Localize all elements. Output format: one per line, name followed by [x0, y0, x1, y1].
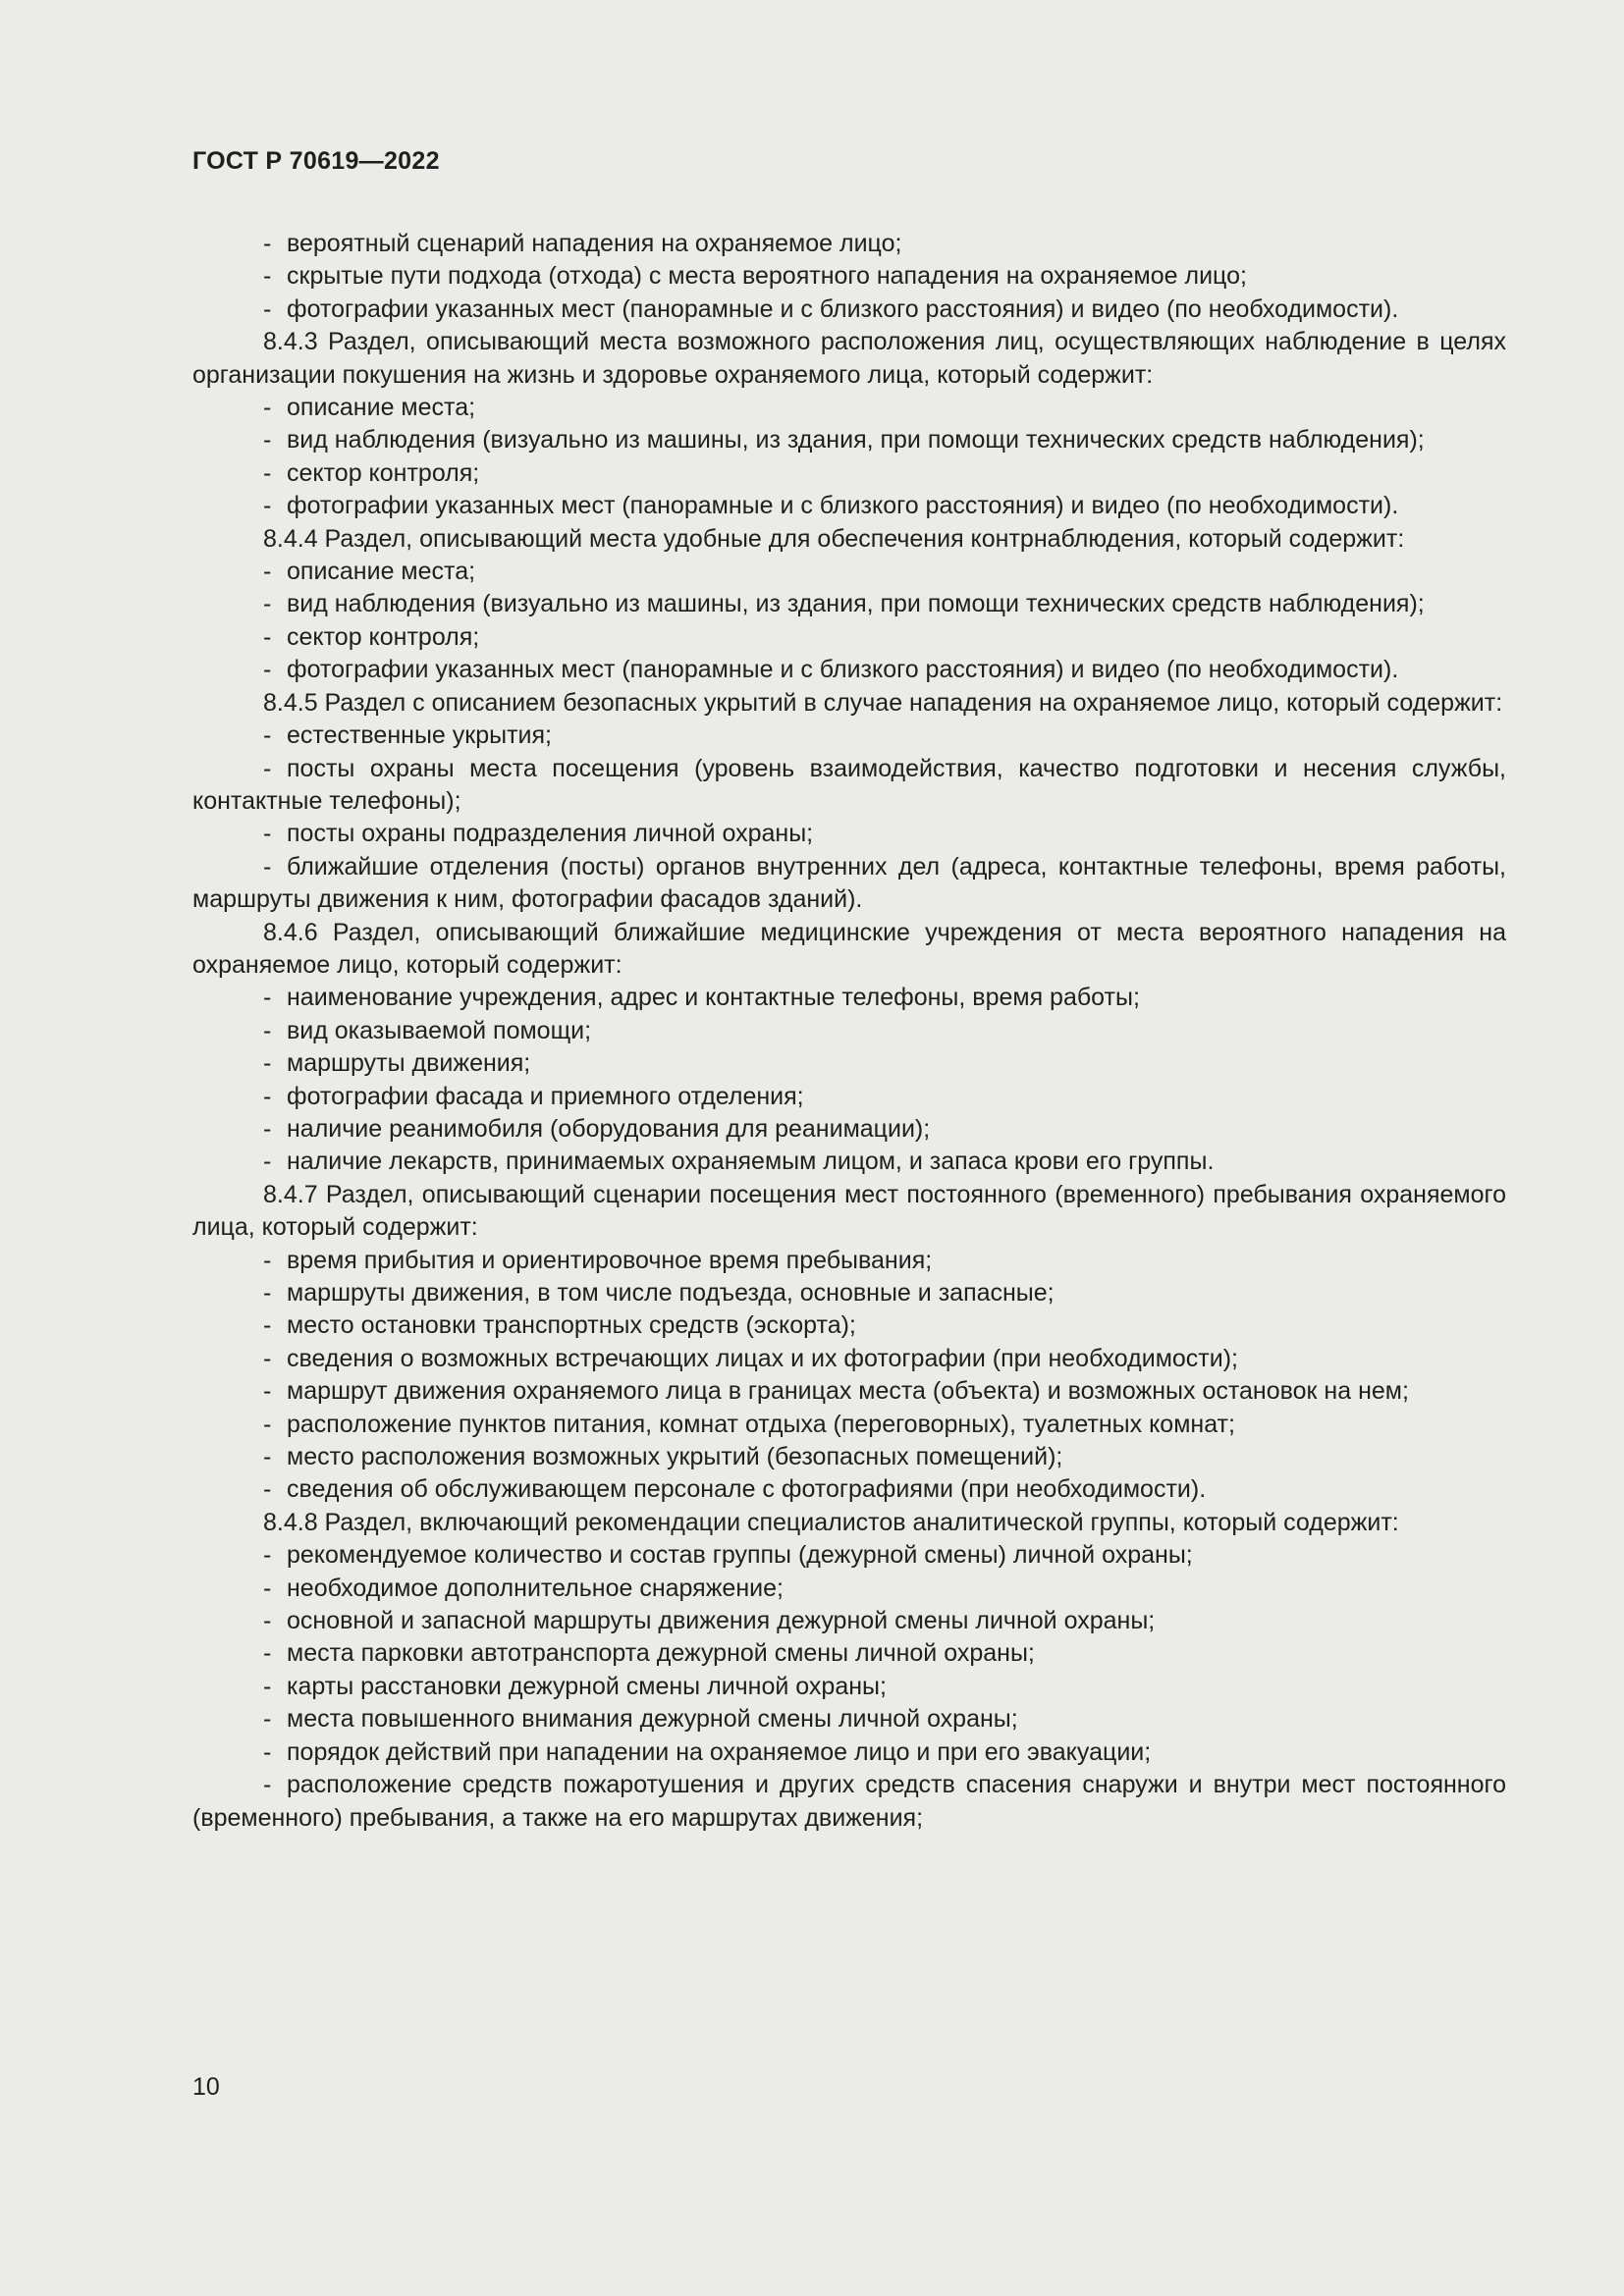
list-item — [192, 1605, 1506, 1637]
list-item — [192, 1441, 1506, 1473]
list-item-text: рекомендуемое количество и состав группы (дежурной смены) личной охраны; — [287, 1541, 1193, 1570]
list-item — [192, 490, 1506, 522]
dash-bullet: - — [263, 1410, 272, 1438]
dash-bullet: - — [263, 394, 272, 422]
dash-bullet: - — [263, 590, 272, 618]
list-item-text: карты расстановки дежурной смены личной охраны; — [287, 1672, 887, 1700]
list-item — [192, 982, 1506, 1014]
dash-bullet: - — [263, 754, 272, 782]
list-item-text: маршруты движения; — [287, 1049, 531, 1078]
list-item-text: ближайшие отделения (посты) органов внутренних дел (адреса, контактные телефоны, время работы, маршруты движения к ним, фотографии фасадов зданий). — [192, 852, 1506, 914]
section-paragraph: 8.4.8 Раздел, включающий рекомендации специалистов аналитической группы, который содержит: — [263, 1508, 1399, 1536]
list-item-text: вид наблюдения (визуально из машины, из здания, при помощи технических средств наблюдения); — [287, 426, 1425, 454]
list-item-text: маршрут движения охраняемого лица в границах места (объекта) и возможных остановок на нем; — [287, 1377, 1409, 1406]
list-item — [192, 1473, 1506, 1506]
dash-bullet: - — [263, 426, 272, 454]
list-item-text: вид наблюдения (визуально из машины, из здания, при помощи технических средств наблюдения); — [287, 590, 1425, 618]
list-item — [192, 1736, 1506, 1769]
dash-bullet: - — [263, 1541, 272, 1570]
dash-bullet: - — [263, 1771, 272, 1799]
list-item-text: посты охраны подразделения личной охраны; — [287, 820, 814, 848]
list-item-text: вероятный сценарий нападения на охраняемое лицо; — [287, 230, 902, 257]
dash-bullet: - — [263, 820, 272, 848]
list-item — [192, 1015, 1506, 1047]
dash-bullet: - — [263, 622, 272, 651]
dash-bullet: - — [263, 1639, 272, 1668]
page-number: 10 — [192, 2073, 220, 2101]
list-item-text: сектор контроля; — [287, 458, 480, 487]
list-item-text: расположение средств пожаротушения и других средств спасения снаружи и внутри мест постоянного (временного) пребывания, а также на его маршрутах движения; — [192, 1771, 1506, 1832]
list-item-text: описание места; — [287, 394, 476, 422]
list-item-text: сведения об обслуживающем персонале с фотографиями (при необходимости). — [287, 1475, 1207, 1504]
list-item-text: сведения о возможных встречающих лицах и их фотографии (при необходимости); — [287, 1344, 1238, 1372]
list-item — [192, 1113, 1506, 1146]
dash-bullet: - — [263, 852, 272, 881]
dash-bullet: - — [263, 1475, 272, 1504]
list-item-text: места повышенного внимания дежурной смены личной охраны; — [287, 1705, 1018, 1734]
dash-bullet: - — [263, 294, 272, 323]
list-item-text: порядок действий при нападении на охраняемое лицо и при его эвакуации; — [287, 1737, 1152, 1766]
section-paragraph: 8.4.7 Раздел, описывающий сценарии посещения мест постоянного (временного) пребывания охраняемого лица, который содержит: — [192, 1180, 1506, 1242]
list-item — [192, 260, 1506, 293]
document-body — [192, 228, 1506, 1835]
list-item — [192, 818, 1506, 850]
list-item — [192, 1343, 1506, 1375]
list-item-text: посты охраны места посещения (уровень взаимодействия, качество подготовки и несения службы, контактные телефоны); — [192, 754, 1506, 815]
list-item — [192, 1375, 1506, 1408]
section-paragraph: 8.4.5 Раздел с описанием безопасных укрытий в случае нападения на охраняемое лицо, который содержит: — [263, 688, 1503, 717]
list-item — [192, 1309, 1506, 1342]
dash-bullet: - — [263, 1672, 272, 1700]
list-item-text: необходимое дополнительное снаряжение; — [287, 1574, 784, 1602]
list-item-text: наличие реанимобиля (оборудования для реанимации); — [287, 1114, 931, 1143]
dash-bullet: - — [263, 1148, 272, 1176]
list-item — [192, 424, 1506, 456]
list-item — [192, 1539, 1506, 1572]
list-item — [192, 1409, 1506, 1441]
list-item-text: маршруты движения, в том числе подъезда, основные и запасные; — [287, 1279, 1055, 1307]
section-paragraph: 8.4.3 Раздел, описывающий места возможного расположения лиц, осуществляющих наблюдение в целях организации покушения на жизнь и здоровье охраняемого лица, который содержит: — [192, 328, 1506, 389]
list-item-text: места парковки автотранспорта дежурной смены личной охраны; — [287, 1639, 1035, 1668]
list-item — [192, 1671, 1506, 1703]
list-item-text: фотографии указанных мест (панорамные и с близкого расстояния) и видео (по необходимости). — [287, 294, 1399, 323]
list-item — [192, 1277, 1506, 1309]
list-item — [192, 1047, 1506, 1080]
dash-bullet: - — [263, 656, 272, 684]
dash-bullet: - — [263, 1737, 272, 1766]
dash-bullet: - — [263, 1377, 272, 1406]
list-item — [192, 851, 1506, 917]
list-item-text: место расположения возможных укрытий (безопасных помещений); — [287, 1443, 1063, 1471]
list-item — [192, 1769, 1506, 1835]
dash-bullet: - — [263, 1443, 272, 1471]
dash-bullet: - — [263, 1082, 272, 1110]
dash-bullet: - — [263, 1311, 272, 1340]
list-item-text: основной и запасной маршруты движения дежурной смены личной охраны; — [287, 1607, 1156, 1635]
list-item — [192, 753, 1506, 819]
dash-bullet: - — [263, 1049, 272, 1078]
list-item-text: сектор контроля; — [287, 622, 480, 651]
list-item — [192, 588, 1506, 620]
list-item — [192, 1245, 1506, 1277]
list-item-text: фотографии фасада и приемного отделения; — [287, 1082, 804, 1110]
dash-bullet: - — [263, 1114, 272, 1143]
dash-bullet: - — [263, 492, 272, 520]
list-item-text: фотографии указанных мест (панорамные и с близкого расстояния) и видео (по необходимости). — [287, 492, 1399, 520]
dash-bullet: - — [263, 1246, 272, 1274]
dash-bullet: - — [263, 1344, 272, 1372]
dash-bullet: - — [263, 1574, 272, 1602]
list-item — [192, 1146, 1506, 1178]
list-item — [192, 1637, 1506, 1670]
list-item-text: место остановки транспортных средств (эскорта); — [287, 1311, 856, 1340]
dash-bullet: - — [263, 1607, 272, 1635]
list-item-text: расположение пунктов питания, комнат отдыха (переговорных), туалетных комнат; — [287, 1410, 1235, 1438]
list-item-text: скрытые пути подхода (отхода) с места вероятного нападения на охраняемое лицо; — [287, 262, 1247, 291]
list-item-text: фотографии указанных мест (панорамные и с близкого расстояния) и видео (по необходимости). — [287, 656, 1399, 684]
list-item — [192, 621, 1506, 654]
list-item — [192, 392, 1506, 424]
document-standard-header: ГОСТ Р 70619—2022 — [192, 147, 440, 175]
dash-bullet: - — [263, 984, 272, 1012]
list-item-text: время прибытия и ориентировочное время пребывания; — [287, 1246, 933, 1274]
dash-bullet: - — [263, 230, 272, 257]
dash-bullet: - — [263, 1016, 272, 1044]
dash-bullet: - — [263, 1705, 272, 1734]
list-item — [192, 654, 1506, 686]
list-item — [192, 457, 1506, 490]
list-item-text: наименование учреждения, адрес и контактные телефоны, время работы; — [287, 984, 1140, 1012]
list-item-text: наличие лекарств, принимаемых охраняемым лицом, и запаса крови его группы. — [287, 1148, 1215, 1176]
list-item — [192, 556, 1506, 588]
section-paragraph: 8.4.6 Раздел, описывающий ближайшие медицинские учреждения от места вероятного нападения на охраняемое лицо, который содержит: — [192, 918, 1506, 979]
list-item-text: вид оказываемой помощи; — [287, 1016, 592, 1044]
dash-bullet: - — [263, 721, 272, 750]
list-item-text: естественные укрытия; — [287, 721, 552, 750]
list-item — [192, 294, 1506, 326]
list-item — [192, 228, 1506, 260]
dash-bullet: - — [263, 1279, 272, 1307]
list-item — [192, 1573, 1506, 1605]
dash-bullet: - — [263, 458, 272, 487]
list-item-text: описание места; — [287, 558, 476, 586]
list-item — [192, 720, 1506, 752]
list-item — [192, 1081, 1506, 1113]
dash-bullet: - — [263, 558, 272, 586]
dash-bullet: - — [263, 262, 272, 291]
list-item — [192, 1703, 1506, 1735]
section-paragraph: 8.4.4 Раздел, описывающий места удобные для обеспечения контрнаблюдения, который содержит: — [263, 524, 1405, 553]
